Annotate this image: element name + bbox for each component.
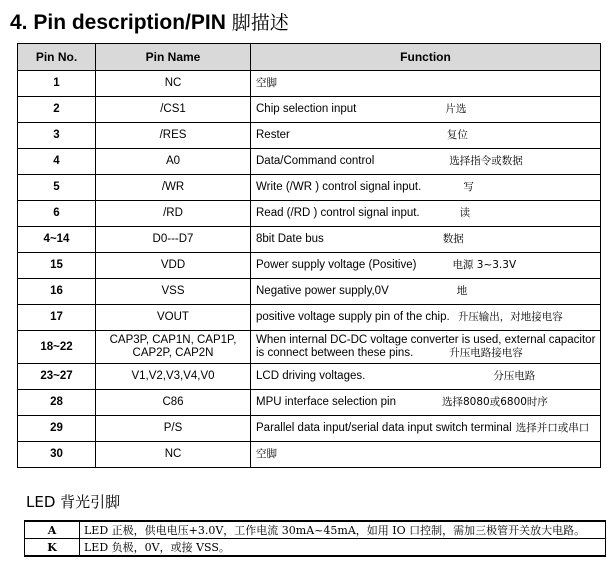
table-row: [18, 71, 601, 97]
led-description: LED 正极，供电电压+3.0V，工作电流 30mA~45mA，如用 IO 口控制，需加三极管开关放大电路。: [80, 521, 606, 539]
section-title: 4. Pin description/PIN 脚描述: [10, 11, 289, 34]
table-row: [18, 331, 601, 364]
pin-no: 15: [18, 253, 96, 279]
table-row: [18, 149, 601, 175]
header-pin-name: Pin Name: [96, 44, 251, 71]
pin-name: /CS1: [96, 97, 251, 123]
pin-function: Data/Command control 选择指令或数据: [251, 149, 601, 175]
pin-function: When internal DC-DC voltage converter is used, external capacitor is connect between these pins. 升压电路接电容: [251, 331, 601, 364]
pin-name: P/S: [96, 416, 251, 442]
pin-no: 29: [18, 416, 96, 442]
pin-name: C86: [96, 390, 251, 416]
pin-no: 17: [18, 305, 96, 331]
pin-function: 空脚: [251, 442, 601, 468]
pin-name: VSS: [96, 279, 251, 305]
pin-function: Negative power supply,0V 地: [251, 279, 601, 305]
table-row: [18, 390, 601, 416]
led-table: [24, 520, 606, 557]
led-description: LED 负极，0V，或接 VSS。: [80, 539, 606, 557]
pin-name: NC: [96, 442, 251, 468]
pin-function: 空脚: [251, 71, 601, 97]
pin-function: Power supply voltage (Positive) 电源 3~3.3V: [251, 253, 601, 279]
table-row: [18, 201, 601, 227]
pin-function: MPU interface selection pin 选择8080或6800时序: [251, 390, 601, 416]
table-row: [18, 364, 601, 390]
pin-no: 18~22: [18, 331, 96, 364]
pin-name: D0---D7: [96, 227, 251, 253]
table-row: [18, 253, 601, 279]
pin-no: 3: [18, 123, 96, 149]
header-function: Function: [251, 44, 601, 71]
pin-no: 4: [18, 149, 96, 175]
table-row: [18, 97, 601, 123]
table-row: [18, 123, 601, 149]
table-row: [25, 521, 606, 539]
table-header: [18, 44, 601, 71]
pin-no: 5: [18, 175, 96, 201]
pin-name: V1,V2,V3,V4,V0: [96, 364, 251, 390]
led-pin: K: [25, 539, 80, 557]
pin-no: 23~27: [18, 364, 96, 390]
pin-no: 16: [18, 279, 96, 305]
pin-name: VOUT: [96, 305, 251, 331]
pin-function: Read (/RD ) control signal input. 读: [251, 201, 601, 227]
pin-function: Write (/WR ) control signal input. 写: [251, 175, 601, 201]
table-row: [18, 227, 601, 253]
pin-name: /RES: [96, 123, 251, 149]
header-pin-no: Pin No.: [18, 44, 96, 71]
table-row: [18, 416, 601, 442]
pin-name: /WR: [96, 175, 251, 201]
pin-no: 1: [18, 71, 96, 97]
led-pin: A: [25, 521, 80, 539]
pin-no: 6: [18, 201, 96, 227]
table-row: [18, 175, 601, 201]
table-row: [18, 279, 601, 305]
pin-function: Parallel data input/serial data input switch terminal 选择并口或串口: [251, 416, 601, 442]
pin-name: VDD: [96, 253, 251, 279]
pin-name: NC: [96, 71, 251, 97]
led-section-title: LED 背光引脚: [26, 493, 121, 511]
pin-table: [17, 43, 601, 468]
pin-name: CAP3P, CAP1N, CAP1P, CAP2P, CAP2N: [96, 331, 251, 364]
table-row: [18, 305, 601, 331]
pin-function: Rester 复位: [251, 123, 601, 149]
pin-name: /RD: [96, 201, 251, 227]
pin-name: A0: [96, 149, 251, 175]
pin-function: positive voltage supply pin of the chip. 升压输出，对地接电容: [251, 305, 601, 331]
pin-no: 2: [18, 97, 96, 123]
pin-no: 28: [18, 390, 96, 416]
table-row: [18, 442, 601, 468]
pin-function: LCD driving voltages. 分压电路: [251, 364, 601, 390]
table-row: [25, 539, 606, 557]
pin-no: 4~14: [18, 227, 96, 253]
pin-no: 30: [18, 442, 96, 468]
pin-function: Chip selection input 片选: [251, 97, 601, 123]
pin-function: 8bit Date bus 数据: [251, 227, 601, 253]
